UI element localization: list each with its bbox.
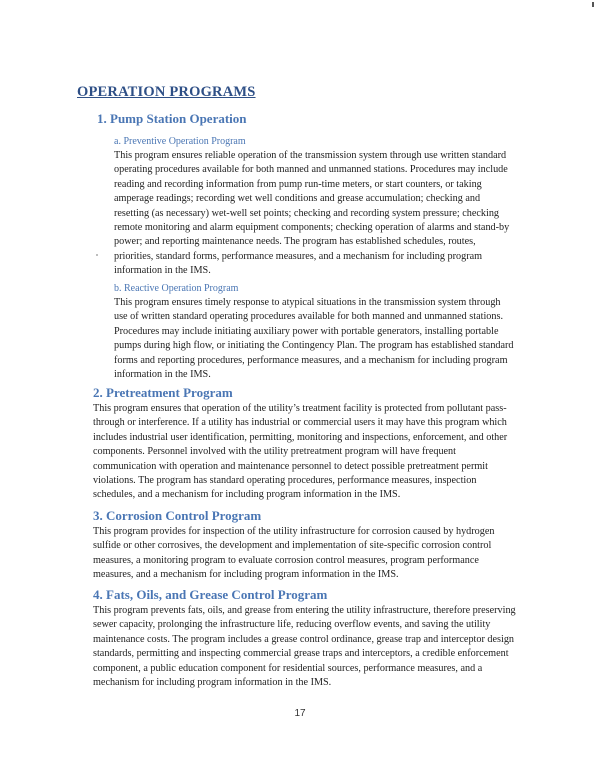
section-heading-fog: 4. Fats, Oils, and Grease Control Program <box>93 587 328 602</box>
paragraph-corrosion: This program provides for inspection of the utility infrastructure for corrosion caused by hydrogen sulfide or other corrosives, the development and implementation of site-specific corrosion control measures, a monitoring program to evaluate corrosion control measures, program performance measures, and a mechanism for including program information in the IMS. <box>93 526 495 581</box>
section-heading-pretreatment: 2. Pretreatment Program <box>93 385 233 400</box>
page-number: 17 <box>294 708 306 719</box>
scan-artifact <box>592 2 594 7</box>
paragraph-fog: This program prevents fats, oils, and grease from entering the utility infrastructure, therefore preserving sewer capacity, prolonging the infrastructure life, reducing overflow events, and saving the utility maintenance costs. The program includes a grease control ordinance, grease trap and interceptor design standards, permitting and inspecting commercial grease traps and interceptors, a credible enforcement component, a public education component for residential sources, performance measures, and a mechanism for including program information in the IMS. <box>93 605 516 689</box>
subsection-heading-preventive: a. Preventive Operation Program <box>114 136 246 147</box>
paragraph-reactive: This program ensures timely response to atypical situations in the transmission system through use of written standard operating procedures available for both manned and unmanned stations. Procedures may include initiating auxiliary power with portable generators, installing portable pumps during high flow, or initiating the Contingency Plan. The program has established standard forms and reporting procedures, performance measures, and a mechanism for including program information in the IMS. <box>114 297 514 381</box>
paragraph-preventive: This program ensures reliable operation of the transmission system through use written standard operating procedures available for both manned and unmanned stations. Procedures may include reading and recording information from pump run-time meters, or start counters, or taking amperage readings; recording wet well conditions and grease accumulation; checking and resetting (as necessary) wet-well set points; checking and recording system pressure; checking remote monitoring and alarm equipment components; checking operation of alarms and stand-by power; and reporting maintenance needs. The program has established schedules, routes, priorities, standard forms, performance measures, and a mechanism for including program information in the IMS. <box>114 150 510 277</box>
page-title: OPERATION PROGRAMS <box>77 84 256 100</box>
section-heading-corrosion: 3. Corrosion Control Program <box>93 508 262 523</box>
paragraph-pretreatment: This program ensures that operation of the utility’s treatment facility is protected from pollutant pass-through or interference. If a utility has industrial or commercial users it may have this program which includes industrial user identification, permitting, monitoring and inspections, enforcement, and other components. Personnel involved with the utility pretreatment program will have frequent communication with operation and maintenance personnel to detect possible pretreatment permit violations. The program has standard operating procedures, performance measures, inspection schedules, and a mechanism for including program information in the IMS. <box>93 403 508 501</box>
subsection-heading-reactive: b. Reactive Operation Program <box>114 283 239 294</box>
scan-artifact-dot <box>96 254 98 256</box>
section-heading-pump-station: 1. Pump Station Operation <box>97 111 247 126</box>
